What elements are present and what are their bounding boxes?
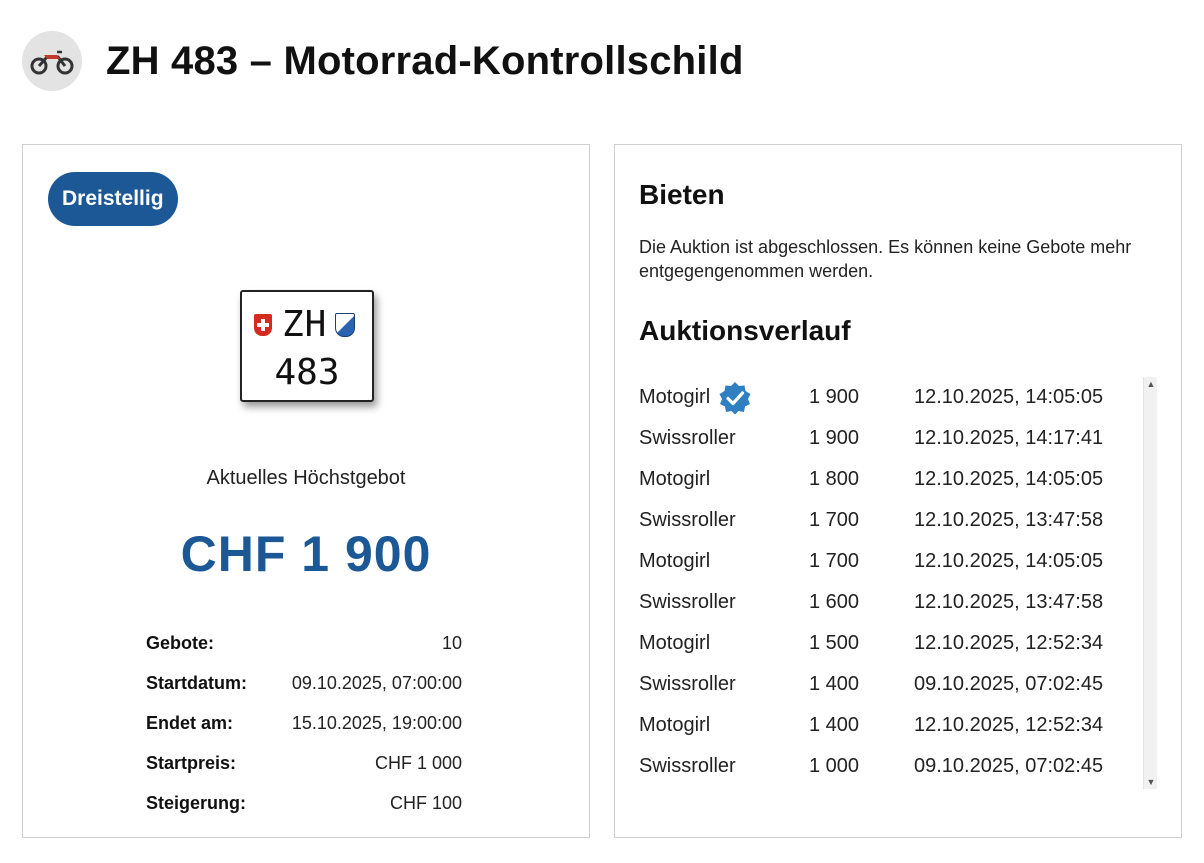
detail-label: Gebote: bbox=[146, 632, 215, 653]
bid-amount: 1 400 bbox=[809, 714, 860, 736]
bid-datetime: 09.10.2025, 07:02:45 bbox=[914, 673, 1104, 695]
detail-row bbox=[146, 663, 462, 703]
auction-history-list bbox=[639, 377, 1147, 787]
bid-datetime: 12.10.2025, 13:47:58 bbox=[914, 591, 1104, 613]
bid-amount: 1 400 bbox=[809, 673, 860, 695]
motorcycle-icon bbox=[22, 31, 82, 91]
bid-datetime: 09.10.2025, 07:02:45 bbox=[914, 755, 1104, 777]
history-row bbox=[639, 418, 1147, 459]
history-row bbox=[639, 582, 1147, 623]
detail-label: Startpreis: bbox=[146, 752, 237, 773]
history-row bbox=[639, 705, 1147, 746]
category-badge: Dreistellig bbox=[48, 172, 178, 226]
bid-amount: 1 800 bbox=[809, 468, 860, 490]
bid-datetime: 12.10.2025, 14:05:05 bbox=[914, 386, 1104, 408]
detail-row bbox=[146, 623, 462, 663]
detail-row bbox=[146, 703, 462, 743]
bid-amount: 1 700 bbox=[809, 509, 860, 531]
bid-amount: 1 900 bbox=[809, 386, 860, 408]
history-row bbox=[639, 500, 1147, 541]
history-row bbox=[639, 541, 1147, 582]
bidder-name: Motogirl bbox=[639, 550, 711, 572]
current-bid-amount: CHF 1 900 bbox=[180, 526, 432, 582]
scroll-up-icon[interactable]: ▲ bbox=[1146, 379, 1156, 389]
bid-amount: 1 600 bbox=[809, 591, 860, 613]
plate-number: 483 bbox=[274, 352, 340, 393]
bidding-panel bbox=[614, 144, 1182, 838]
bid-datetime: 12.10.2025, 14:05:05 bbox=[914, 550, 1104, 572]
auction-closed-notice: Die Auktion ist abgeschlossen. Es können keine Gebote mehr entgegengenommen werden. bbox=[639, 237, 1132, 281]
bid-datetime: 12.10.2025, 13:47:58 bbox=[914, 509, 1104, 531]
bid-amount: 1 900 bbox=[809, 427, 860, 449]
history-row bbox=[639, 459, 1147, 500]
detail-label: Endet am: bbox=[146, 712, 234, 733]
bidder-name: Motogirl bbox=[639, 632, 711, 654]
bidder-name: Swissroller bbox=[639, 509, 736, 531]
detail-label: Steigerung: bbox=[146, 792, 247, 813]
history-row bbox=[639, 746, 1147, 787]
scroll-down-icon[interactable]: ▼ bbox=[1146, 777, 1156, 787]
detail-row bbox=[146, 743, 462, 783]
detail-value: 15.10.2025, 19:00:00 bbox=[291, 712, 462, 733]
page-title: ZH 483 – Motorrad-Kontrollschild bbox=[106, 38, 744, 83]
zurich-shield-icon bbox=[335, 313, 355, 337]
bidder-name: Motogirl bbox=[639, 468, 711, 490]
history-row bbox=[639, 377, 1147, 418]
bid-amount: 1 500 bbox=[809, 632, 860, 654]
detail-value: CHF 1 000 bbox=[374, 752, 462, 773]
history-heading: Auktionsverlauf bbox=[639, 315, 851, 346]
bidder-name: Swissroller bbox=[639, 755, 736, 777]
plate-canton: ZH bbox=[282, 304, 328, 345]
detail-value: CHF 100 bbox=[389, 792, 462, 813]
bidder-name: Swissroller bbox=[639, 591, 736, 613]
bid-datetime: 12.10.2025, 12:52:34 bbox=[914, 632, 1104, 654]
bid-amount: 1 000 bbox=[809, 755, 860, 777]
bid-datetime: 12.10.2025, 14:05:05 bbox=[914, 468, 1104, 490]
page-header bbox=[22, 30, 744, 92]
bidder-name: Motogirl bbox=[639, 714, 711, 736]
bidder-name: Swissroller bbox=[639, 673, 736, 695]
bidder-name: Swissroller bbox=[639, 427, 736, 449]
detail-label: Startdatum: bbox=[146, 672, 248, 693]
auction-details bbox=[146, 623, 462, 823]
detail-value: 09.10.2025, 07:00:00 bbox=[291, 672, 462, 693]
history-scrollbar[interactable] bbox=[1143, 377, 1157, 789]
current-bid-label: Aktuelles Höchstgebot bbox=[206, 467, 406, 489]
detail-value: 10 bbox=[441, 632, 462, 653]
bidder-name: Motogirl bbox=[639, 386, 711, 408]
detail-row bbox=[146, 783, 462, 823]
license-plate bbox=[240, 290, 374, 402]
plate-info-panel bbox=[22, 144, 590, 838]
bid-amount: 1 700 bbox=[809, 550, 860, 572]
bid-datetime: 12.10.2025, 12:52:34 bbox=[914, 714, 1104, 736]
swiss-flag-icon bbox=[254, 314, 272, 336]
bid-datetime: 12.10.2025, 14:17:41 bbox=[914, 427, 1104, 449]
verified-badge-icon bbox=[718, 381, 752, 415]
history-row bbox=[639, 664, 1147, 705]
history-row bbox=[639, 623, 1147, 664]
bid-heading: Bieten bbox=[639, 179, 725, 210]
